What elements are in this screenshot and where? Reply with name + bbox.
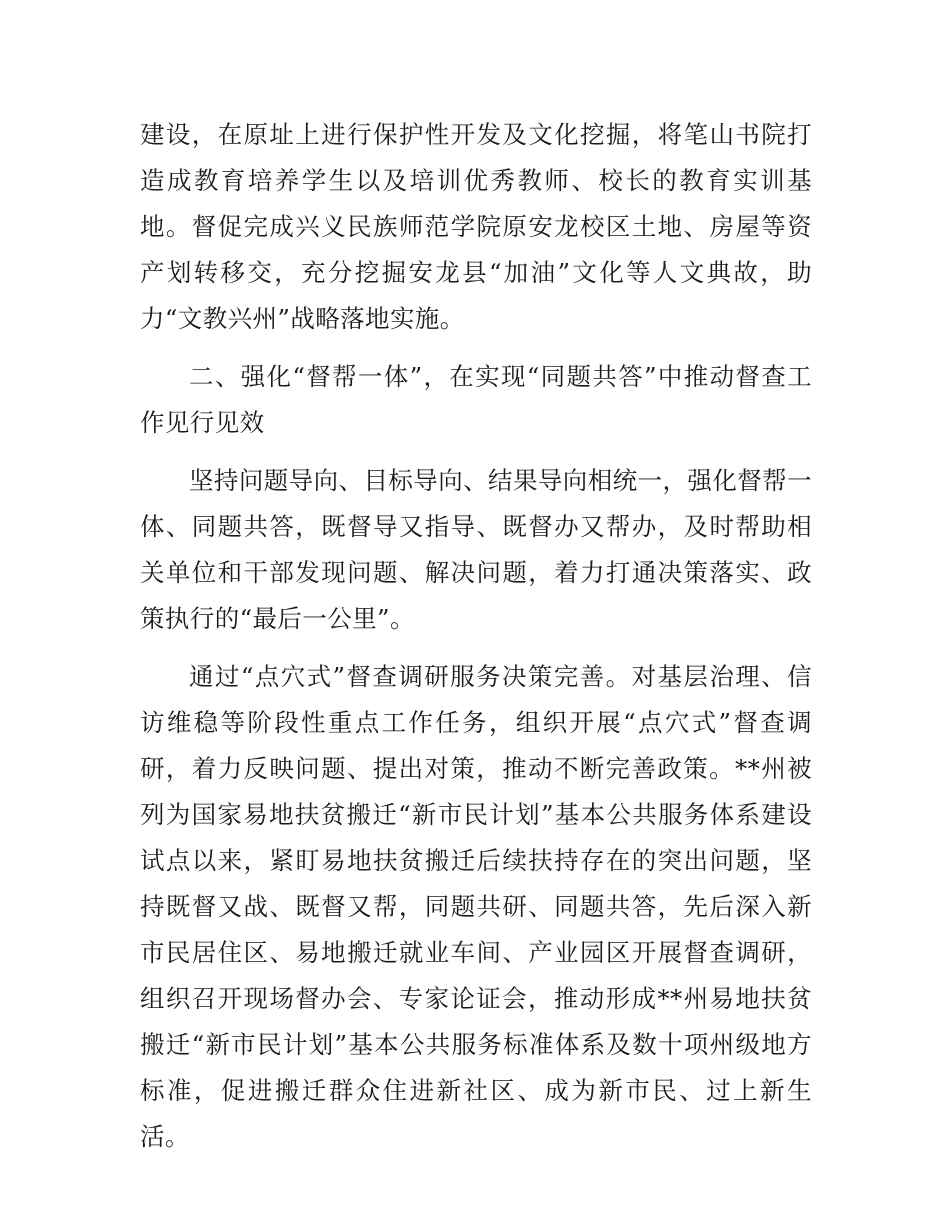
section-heading: 二、强化“督帮一体”，在实现“同题共答”中推动督查工作见行见效 <box>140 362 812 437</box>
paragraph-point-style-inspection: 通过“点穴式”督查调研服务决策完善。对基层治理、信访维稳等阶段性重点工作任务，组织开展“点穴式”督查调研，着力反映问题、提出对策，推动不断完善政策。**州被列为国家易地扶贫搬迁“新市民计划”基本公共服务体系建设试点以来，紧盯易地扶贫搬迁后续扶持存在的突出问题，坚持既督又战、既督又帮，同题共研、同题共答，先后深入新市民居住区、易地搬迁就业车间、产业园区开展督查调研，组织召开现场督办会、专家论证会，推动形成**州易地扶贫搬迁“新市民计划”基本公共服务标准体系及数十项州级地方标准，促进搬迁群众住进新社区、成为新市民、过上新生活。 <box>140 662 812 1151</box>
paragraph-continuation: 建设，在原址上进行保护性开发及文化挖掘，将笔山书院打造成教育培养学生以及培训优秀教师、校长的教育实训基地。督促完成兴义民族师范学院原安龙校区土地、房屋等资产划转移交，充分挖掘安龙县“加油”文化等人文典故，助力“文教兴州”战略落地实施。 <box>140 120 812 333</box>
document-body <box>140 112 812 1172</box>
paragraph-principles: 坚持问题导向、目标导向、结果导向相统一，强化督帮一体、同题共答，既督导又指导、既督办又帮办，及时帮助相关单位和干部发现问题、解决问题，着力打通决策落实、政策执行的“最后一公里”。 <box>140 466 812 633</box>
